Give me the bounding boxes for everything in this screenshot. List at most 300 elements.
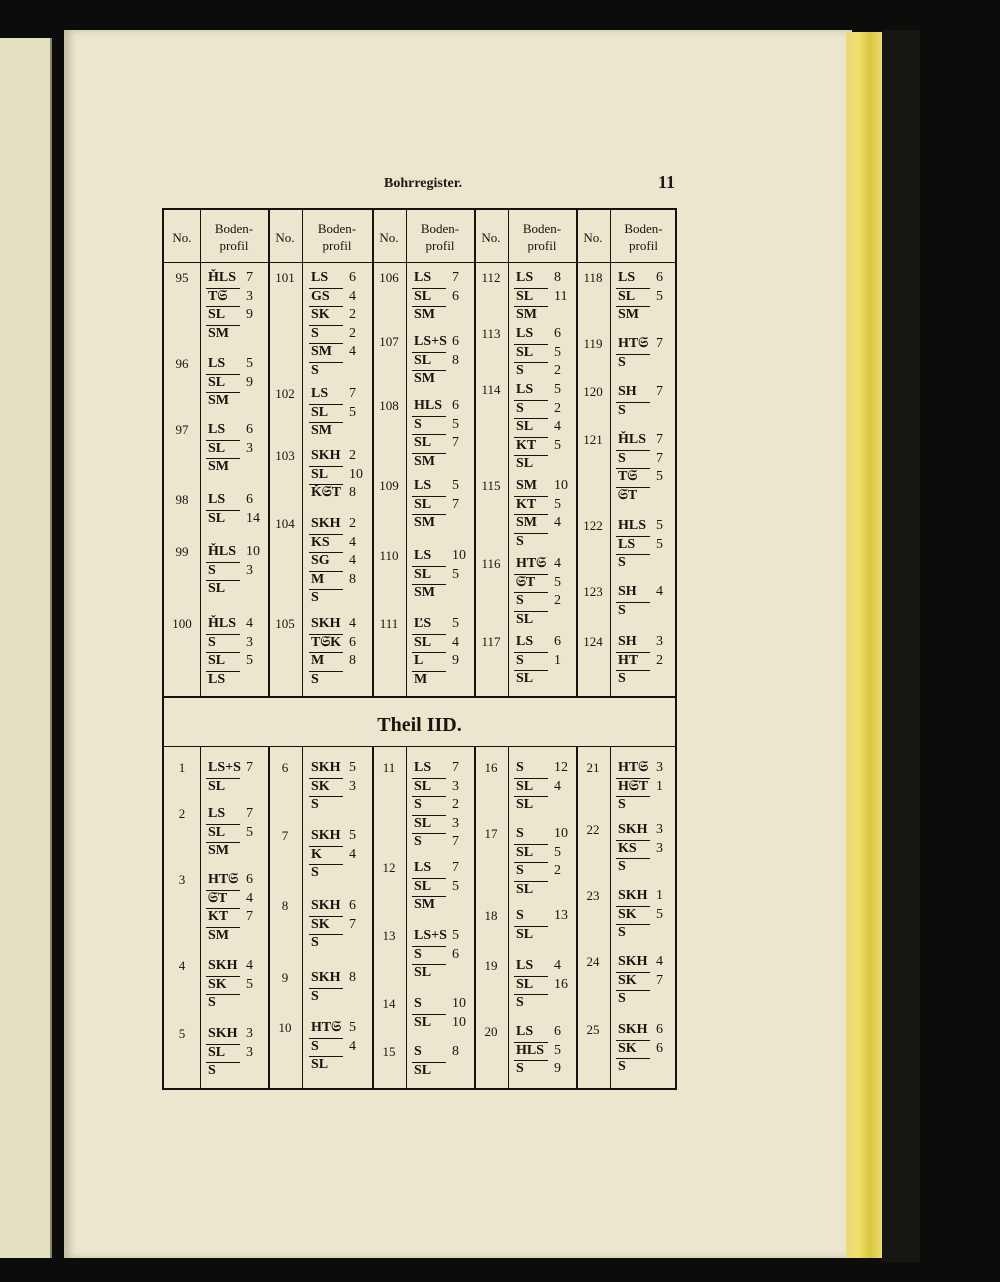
borehole-number: 122 [583, 518, 603, 533]
fraction-bar [616, 468, 650, 469]
fraction-bar [514, 362, 548, 363]
borehole-number: 5 [178, 1026, 186, 1041]
soil-profile-line [208, 1063, 216, 1079]
soil-code: LS [516, 634, 534, 649]
fraction-bar [309, 422, 343, 423]
fraction-bar [514, 306, 548, 307]
soil-code: SKH [618, 888, 648, 903]
layer-thickness: 9 [554, 1061, 561, 1076]
soil-code: SKH [311, 828, 341, 843]
soil-code: SM [414, 515, 435, 530]
soil-code: M [311, 653, 325, 668]
col-header-no [268, 212, 302, 262]
soil-code: SL [516, 671, 534, 686]
fraction-bar [206, 580, 240, 581]
fraction-bar [206, 842, 240, 843]
fraction-bar [206, 1044, 240, 1045]
soil-code: SL [208, 440, 226, 456]
soil-profile-line [311, 534, 356, 551]
fraction-bar [309, 671, 343, 672]
column-rule [610, 746, 611, 1090]
soil-code: S [618, 925, 626, 940]
fraction-bar [514, 418, 548, 419]
soil-code: LS+S [414, 334, 447, 349]
borehole-number: 10 [278, 1020, 292, 1035]
fraction-bar [514, 796, 548, 797]
soil-code: SKH [311, 898, 341, 913]
soil-code: SL [311, 404, 329, 420]
soil-profile-line [311, 653, 356, 669]
fraction-bar [514, 881, 548, 882]
fraction-bar [309, 484, 343, 485]
layer-thickness: 10 [452, 996, 466, 1011]
fraction-bar [616, 306, 650, 307]
layer-thickness: 7 [246, 806, 253, 821]
soil-profile-line [208, 581, 225, 597]
soil-profile-line [618, 536, 663, 553]
left-page-edge [0, 38, 52, 1258]
col-header-no [164, 212, 200, 262]
soil-code: T𝔖 [208, 288, 228, 304]
layer-thickness: 4 [656, 954, 663, 969]
soil-profile-line [618, 652, 663, 669]
soil-code: SL [414, 1014, 432, 1030]
fraction-bar [616, 354, 650, 355]
fraction-bar [412, 796, 446, 797]
soil-code: SM [208, 843, 229, 858]
soil-profile-line [311, 1038, 356, 1055]
fraction-bar [309, 1056, 343, 1057]
layer-thickness: 16 [554, 976, 568, 992]
fraction-bar [514, 437, 548, 438]
layer-thickness: 11 [554, 288, 568, 304]
soil-profile-line [618, 384, 663, 400]
soil-code: SK [311, 778, 330, 794]
fraction-bar [616, 858, 650, 859]
borehole-number: 14 [382, 996, 396, 1011]
soil-code: SL [516, 926, 534, 942]
soil-code: HT [618, 652, 639, 668]
soil-code: SL [208, 778, 226, 794]
soil-profile-line [414, 860, 459, 876]
fraction-bar [514, 533, 548, 534]
header-no-label: No. [379, 229, 399, 245]
page-number: 11 [658, 172, 676, 192]
fraction-bar [616, 1058, 650, 1059]
soil-profile-line [414, 398, 459, 414]
soil-profile-line [414, 965, 431, 981]
soil-profile-line [208, 356, 253, 372]
soil-profile-line [618, 488, 637, 504]
borehole-number: 100 [172, 616, 192, 631]
layer-thickness: 4 [349, 616, 356, 631]
fraction-bar [206, 671, 240, 672]
fraction-bar [206, 306, 240, 307]
fraction-bar [616, 924, 650, 925]
soil-profile-line [618, 432, 663, 448]
fraction-bar [412, 671, 446, 672]
header-no-label: No. [583, 229, 603, 245]
fraction-bar [514, 514, 548, 515]
soil-code: HLS [618, 518, 647, 533]
borehole-number: 104 [275, 516, 295, 531]
fraction-bar [412, 833, 446, 834]
layer-thickness: 7 [656, 972, 663, 988]
soil-profile-line [618, 822, 663, 838]
borehole-number: 98 [175, 492, 189, 507]
soil-profile-line [414, 352, 459, 369]
fraction-bar [309, 796, 343, 797]
soil-profile-line [414, 815, 459, 832]
layer-thickness: 2 [349, 307, 356, 322]
fraction-bar [412, 434, 446, 435]
soil-code: S [414, 416, 422, 432]
soil-profile-line [311, 616, 356, 632]
soil-profile-line [516, 288, 568, 305]
soil-code: SM [414, 897, 435, 912]
soil-profile-line [208, 374, 253, 391]
header-profile-line1: Boden- [420, 221, 460, 236]
soil-profile-line [311, 553, 356, 569]
fraction-bar [514, 844, 548, 845]
soil-code: S [618, 555, 626, 570]
layer-thickness: 7 [452, 270, 459, 285]
column-rule [302, 210, 303, 696]
soil-code: SL [208, 653, 226, 668]
soil-profile-line [618, 671, 626, 687]
fraction-bar [206, 1062, 240, 1063]
soil-profile-line [618, 270, 663, 286]
soil-profile-line [208, 459, 229, 475]
layer-thickness: 5 [452, 878, 459, 894]
layer-thickness: 6 [452, 288, 459, 304]
soil-code: HLS [414, 398, 443, 413]
fraction-bar [514, 288, 548, 289]
soil-code: LS [414, 760, 432, 775]
soil-profile-line [618, 450, 663, 467]
soil-profile-line [618, 840, 663, 857]
soil-code: SL [414, 878, 432, 894]
soil-code: SL [516, 419, 534, 434]
soil-code: SK [311, 307, 330, 322]
soil-profile-line [414, 585, 435, 601]
layer-thickness: 4 [554, 515, 561, 530]
soil-code: SL [311, 1057, 329, 1072]
fraction-bar [309, 288, 343, 289]
layer-thickness: 10 [452, 1014, 466, 1030]
layer-thickness: 5 [554, 437, 561, 453]
fraction-bar [412, 352, 446, 353]
layer-thickness: 7 [349, 916, 356, 932]
fraction-bar [206, 778, 240, 779]
layer-thickness: 3 [349, 778, 356, 794]
col-header-no [474, 212, 508, 262]
soil-code: T𝔖K [311, 634, 342, 650]
borehole-number: 109 [379, 478, 399, 493]
layer-thickness: 6 [246, 492, 253, 507]
borehole-number: 25 [586, 1022, 600, 1037]
soil-code: SM [311, 344, 332, 359]
layer-thickness: 5 [452, 566, 459, 582]
soil-profile-line [208, 562, 253, 579]
layer-thickness: 5 [349, 760, 356, 775]
fraction-bar [206, 374, 240, 375]
col-header-profile [508, 212, 576, 262]
layer-thickness: 3 [656, 634, 663, 649]
soil-profile-line [516, 927, 533, 943]
borehole-number: 101 [275, 270, 295, 285]
soil-code: SL [208, 374, 226, 390]
borehole-number: 11 [382, 760, 396, 775]
soil-profile-line [414, 653, 459, 669]
soil-code: S [516, 908, 524, 923]
soil-code: S [516, 400, 524, 416]
soil-code: HT𝔖 [311, 1020, 342, 1035]
fraction-bar [514, 976, 548, 977]
soil-profile-line [311, 516, 356, 532]
soil-code: SKH [618, 954, 648, 969]
layer-thickness: 5 [452, 416, 459, 432]
fraction-bar [616, 652, 650, 653]
soil-code: S [618, 602, 626, 618]
soil-code: S [516, 826, 524, 841]
soil-profile-line [208, 422, 253, 438]
fraction-bar [206, 288, 240, 289]
fraction-bar [412, 584, 446, 585]
fraction-bar [309, 988, 343, 989]
fraction-bar [412, 306, 446, 307]
borehole-number: 96 [175, 356, 189, 371]
layer-thickness: 6 [349, 270, 356, 285]
layer-thickness: 3 [452, 815, 459, 831]
soil-code: S [516, 652, 524, 668]
layer-thickness: 2 [554, 400, 561, 416]
soil-code: SL [516, 976, 534, 992]
soil-code: LS [414, 548, 432, 563]
soil-profile-line [208, 806, 253, 822]
soil-code: H𝔖T [618, 778, 649, 794]
soil-code: S [311, 325, 319, 341]
soil-code: LS [516, 958, 534, 973]
soil-profile-line [208, 510, 260, 527]
soil-profile-line [516, 344, 561, 361]
soil-code: HT𝔖 [618, 760, 649, 775]
fraction-bar [412, 652, 446, 653]
borehole-number: 114 [481, 382, 501, 397]
column-rule [508, 746, 509, 1090]
layer-thickness: 2 [656, 652, 663, 668]
soil-code: S [208, 1063, 216, 1078]
soil-profile-line [516, 612, 533, 628]
soil-code: SL [414, 352, 432, 368]
layer-thickness: 5 [246, 976, 253, 992]
fraction-bar [309, 534, 343, 535]
column-rule [610, 210, 611, 696]
soil-profile-line [208, 440, 253, 457]
fraction-bar [309, 325, 343, 326]
soil-code: ȞLS [208, 270, 237, 285]
borehole-number: 107 [379, 334, 399, 349]
borehole-number: 111 [379, 616, 399, 631]
layer-thickness: 6 [452, 398, 459, 413]
layer-thickness: 5 [656, 536, 663, 552]
soil-profile-line [516, 671, 533, 687]
soil-code: S [311, 865, 319, 880]
column-rule [576, 746, 578, 1090]
soil-profile-line [311, 307, 356, 323]
header-rule [164, 262, 675, 263]
fraction-bar [309, 466, 343, 467]
layer-thickness: 2 [349, 325, 356, 341]
layer-thickness: 9 [452, 653, 459, 668]
soil-code: ȞLS [208, 616, 237, 631]
layer-thickness: 7 [656, 384, 663, 399]
layer-thickness: 10 [554, 826, 568, 841]
fraction-bar [616, 554, 650, 555]
soil-profile-line [311, 634, 356, 651]
layer-thickness: 5 [554, 496, 561, 512]
soil-code: HT𝔖 [208, 872, 239, 887]
soil-code: ȞLS [618, 432, 647, 447]
layer-thickness: 5 [554, 1042, 561, 1058]
soil-profile-line [414, 1014, 466, 1031]
borehole-number: 112 [481, 270, 501, 285]
fraction-bar [206, 890, 240, 891]
soil-profile-line [618, 603, 626, 619]
fraction-bar [616, 990, 650, 991]
soil-profile-line [414, 1044, 459, 1060]
layer-thickness: 14 [246, 510, 260, 526]
soil-profile-line [618, 307, 639, 323]
soil-profile-line [414, 616, 459, 632]
layer-thickness: 5 [656, 288, 663, 304]
column-rule [406, 210, 407, 696]
layer-thickness: 7 [452, 760, 459, 775]
layer-thickness: 3 [656, 760, 663, 775]
fraction-bar [514, 1042, 548, 1043]
soil-profile-line [208, 1044, 253, 1061]
layer-thickness: 8 [554, 270, 561, 285]
soil-code: S [311, 1038, 319, 1054]
soil-profile-line [208, 872, 253, 888]
soil-profile-line [414, 334, 459, 350]
soil-code: SL [516, 844, 534, 860]
layer-thickness: 5 [656, 518, 663, 533]
borehole-number: 18 [484, 908, 498, 923]
soil-profile-line [516, 326, 561, 342]
soil-code: SL [208, 581, 226, 596]
header-profile-line1: Boden- [522, 221, 562, 236]
soil-profile-line [311, 448, 356, 464]
soil-code: S [208, 634, 216, 650]
soil-code: SL [516, 778, 534, 794]
fraction-bar [309, 343, 343, 344]
layer-thickness: 10 [246, 544, 260, 559]
fraction-bar [206, 634, 240, 635]
soil-profile-line [311, 797, 319, 813]
soil-profile-line [516, 478, 568, 494]
borehole-number: 110 [379, 548, 399, 563]
soil-profile-line [208, 393, 229, 409]
layer-thickness: 2 [554, 593, 561, 608]
layer-thickness: 5 [452, 616, 459, 631]
soil-code: SL [414, 634, 432, 650]
column-rule [406, 746, 407, 1090]
borehole-number: 8 [281, 898, 289, 913]
soil-code: LS [208, 422, 226, 437]
col-header-no [372, 212, 406, 262]
layer-thickness: 4 [656, 584, 663, 599]
layer-thickness: 5 [452, 928, 459, 943]
layer-thickness: 5 [554, 844, 561, 860]
soil-profile-line [208, 616, 253, 632]
borehole-number: 102 [275, 386, 295, 401]
soil-code: LS [516, 382, 534, 397]
soil-code: S [618, 797, 626, 812]
fraction-bar [514, 1060, 548, 1061]
soil-code: SKH [208, 958, 238, 973]
soil-code: SL [516, 456, 534, 471]
fraction-bar [616, 670, 650, 671]
soil-profile-line [208, 270, 253, 286]
layer-thickness: 4 [452, 634, 459, 650]
soil-profile-line [618, 925, 626, 941]
column-rule [268, 746, 270, 1090]
soil-profile-line [414, 672, 427, 688]
soil-code: SM [516, 478, 537, 493]
borehole-number: 7 [281, 828, 289, 843]
soil-profile-line [311, 386, 356, 402]
layer-thickness: 5 [452, 478, 459, 493]
soil-code: 𝔖T [516, 574, 536, 590]
fraction-bar [206, 652, 240, 653]
borehole-number: 117 [481, 634, 501, 649]
soil-profile-line [618, 1022, 663, 1038]
layer-thickness: 7 [246, 760, 253, 775]
layer-thickness: 5 [554, 344, 561, 360]
layer-thickness: 2 [349, 516, 356, 531]
layer-thickness: 7 [246, 909, 253, 924]
soil-profile-line [414, 778, 459, 795]
soil-code: SL [414, 496, 432, 512]
soil-code: M [414, 671, 428, 687]
column-rule [302, 746, 303, 1090]
fraction-bar [412, 453, 446, 454]
fraction-bar [514, 592, 548, 593]
soil-code: LS [414, 270, 432, 285]
borehole-number: 118 [583, 270, 603, 285]
soil-code: SK [618, 906, 637, 922]
layer-thickness: 7 [452, 435, 459, 450]
soil-code: S [516, 995, 524, 1010]
fraction-bar [206, 824, 240, 825]
soil-profile-line [311, 828, 356, 844]
borehole-number: 12 [382, 860, 396, 875]
borehole-number: 6 [281, 760, 289, 775]
borehole-number: 21 [586, 760, 600, 775]
soil-profile-line [618, 778, 663, 795]
layer-thickness: 4 [349, 553, 356, 568]
layer-thickness: 6 [656, 1040, 663, 1056]
layer-thickness: 9 [246, 374, 253, 390]
soil-profile-line [414, 496, 459, 513]
soil-code: SL [208, 824, 226, 840]
fraction-bar [514, 344, 548, 345]
layer-thickness: 3 [246, 562, 253, 578]
header-profile-line2: profil [425, 238, 455, 253]
layer-thickness: 6 [656, 270, 663, 285]
soil-code: S [414, 834, 422, 849]
